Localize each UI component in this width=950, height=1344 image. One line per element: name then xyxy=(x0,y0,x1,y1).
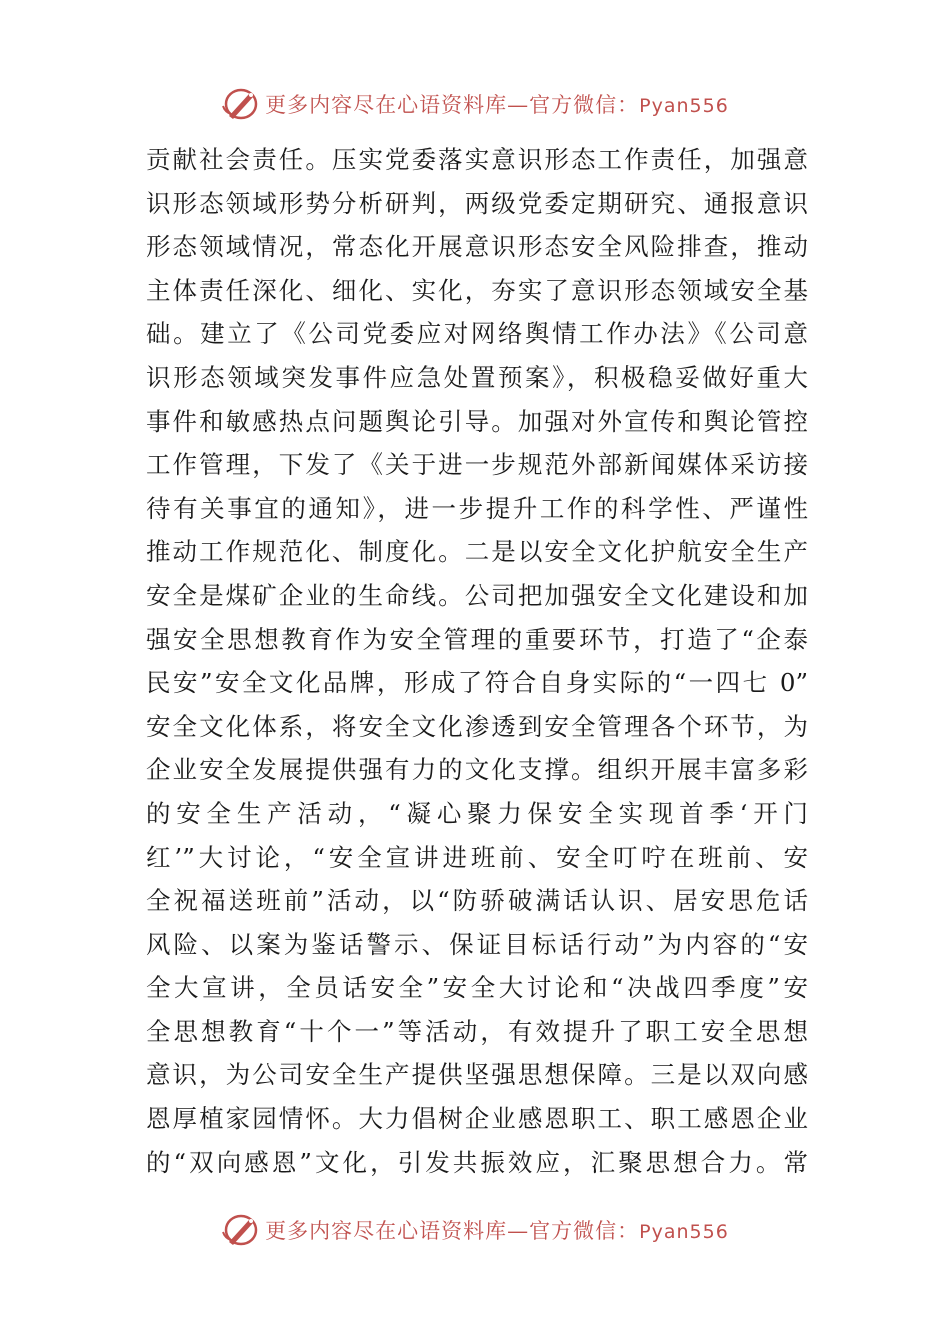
header-banner xyxy=(0,84,950,124)
body-line: 风险、以案为鉴话警示、保证目标话行动”为内容的“安 xyxy=(146,929,808,959)
document-body xyxy=(146,138,808,1184)
body-line: 企业安全发展提供强有力的文化支撑。组织开展丰富多彩 xyxy=(146,755,808,785)
body-line: 事件和敏感热点问题舆论引导。加强对外宣传和舆论管控 xyxy=(146,406,808,436)
pen-circle-logo-icon xyxy=(221,86,261,122)
body-line: 恩厚植家园情怀。大力倡树企业感恩职工、职工感恩企业 xyxy=(146,1104,808,1134)
body-line: 工作管理，下发了《关于进一步规范外部新闻媒体采访接 xyxy=(146,450,808,480)
header-banner-wechat-label: 官方微信： xyxy=(529,93,640,117)
body-line: 识形态领域突发事件应急处置预案》，积极稳妥做好重大 xyxy=(146,362,808,392)
body-line: 的“双向感恩”文化，引发共振效应，汇聚思想合力。常 xyxy=(146,1147,808,1177)
footer-banner-wechat-id: Pyan556 xyxy=(639,1221,729,1243)
body-line: 安全是煤矿企业的生命线。公司把加强安全文化建设和加 xyxy=(146,580,808,610)
footer-banner-main: 更多内容尽在心语资料库 xyxy=(265,1219,508,1243)
body-line: 的安全生产活动，“凝心聚力保安全实现首季‘开门 xyxy=(146,798,808,828)
body-line: 红’”大讨论，“安全宣讲进班前、安全叮咛在班前、安 xyxy=(146,842,808,872)
body-line: 全祝福送班前”活动，以“防骄破满话认识、居安思危话 xyxy=(146,886,808,916)
header-banner-wechat-id: Pyan556 xyxy=(639,95,729,117)
body-line: 贡献社会责任。压实党委落实意识形态工作责任，加强意 xyxy=(146,145,808,174)
header-banner-dash: — xyxy=(507,93,530,117)
pen-circle-logo-icon xyxy=(221,1212,261,1248)
footer-banner-dash: — xyxy=(507,1219,530,1243)
body-line: 全大宣讲，全员话安全”安全大讨论和“决战四季度”安 xyxy=(146,973,808,1003)
body-line: 推动工作规范化、制度化。二是以安全文化护航安全生产 xyxy=(146,537,808,567)
body-line: 强安全思想教育作为安全管理的重要环节，打造了“企泰 xyxy=(146,624,808,654)
header-banner-main: 更多内容尽在心语资料库 xyxy=(265,93,508,117)
body-line: 全思想教育“十个一”等活动，有效提升了职工安全思想 xyxy=(146,1016,808,1046)
body-line: 民安”安全文化品牌，形成了符合自身实际的“一四七 0” xyxy=(146,668,808,698)
body-line: 形态领域情况，常态化开展意识形态安全风险排查，推动 xyxy=(146,232,808,262)
footer-banner-wechat-label: 官方微信： xyxy=(529,1219,640,1243)
body-line: 意识，为公司安全生产提供坚强思想保障。三是以双向感 xyxy=(146,1060,808,1090)
header-banner-text xyxy=(265,89,729,119)
footer-banner-text xyxy=(265,1215,729,1245)
body-line: 主体责任深化、细化、实化，夯实了意识形态领域安全基 xyxy=(146,275,808,305)
body-line: 待有关事宜的通知》，进一步提升工作的科学性、严谨性 xyxy=(146,493,808,523)
footer-banner xyxy=(0,1210,950,1250)
body-line: 础。建立了《公司党委应对网络舆情工作办法》《公司意 xyxy=(146,319,808,349)
body-line: 安全文化体系，将安全文化渗透到安全管理各个环节，为 xyxy=(146,711,808,741)
body-line: 识形态领域形势分析研判，两级党委定期研究、通报意识 xyxy=(146,188,808,218)
